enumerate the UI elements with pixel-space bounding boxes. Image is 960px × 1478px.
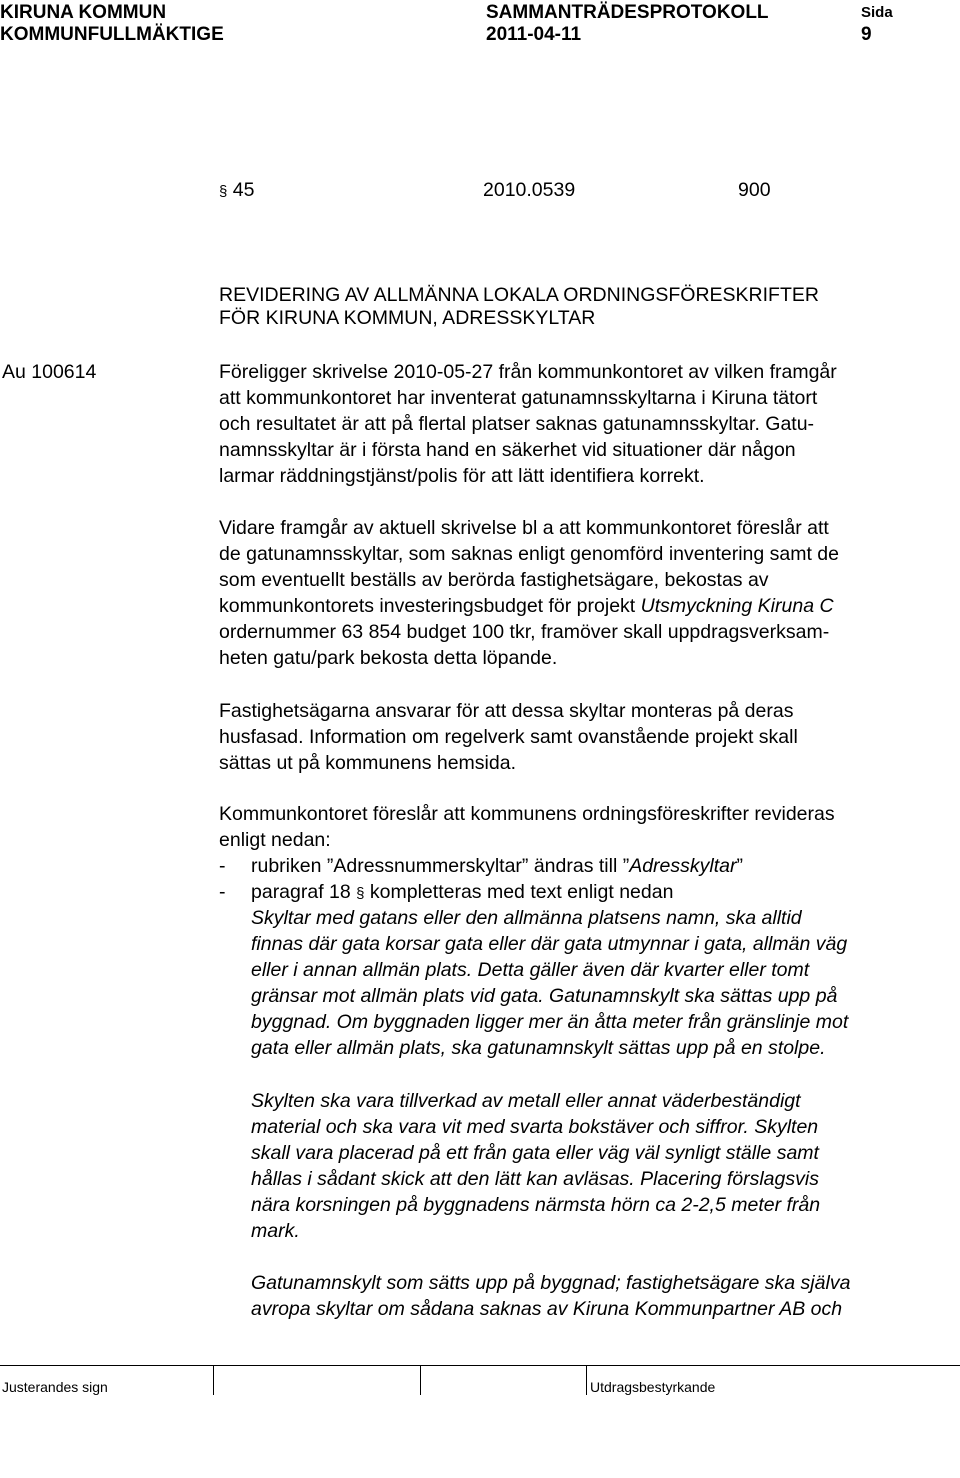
quote-1-line: gata eller allmän plats, ska gatunamnskylt sättas upp på en stolpe. (251, 1037, 826, 1059)
header-page-number: 9 (861, 24, 872, 45)
section-sign: § (356, 885, 365, 902)
title-line-2: FÖR KIRUNA KOMMUN, ADRESSKYLTAR (219, 307, 596, 329)
bullet-1-italic: Adresskyltar (629, 855, 737, 877)
paragraph-3 (219, 698, 949, 776)
p1-line: och resultatet är att på flertal platser saknas gatunamnsskyltar. Gatu- (219, 413, 815, 435)
p2-line (219, 593, 949, 619)
project-name: Utsmyckning Kiruna C (640, 595, 834, 617)
p2-line: de gatunamnsskyltar, som saknas enligt genomförd inventering samt de (219, 543, 840, 565)
margin-ref: Au 100614 (2, 361, 97, 383)
quote-1-line: Skyltar med gatans eller den allmänna platsens namn, ska alltid (251, 907, 802, 929)
p3-line: husfasad. Information om regelverk samt ovanstående projekt skall (219, 726, 798, 748)
p4-line: Kommunkontoret föreslår att kommunens ordningsföreskrifter revideras (219, 803, 835, 825)
section-sign: § (219, 183, 228, 200)
quote-2-line: nära korsningen på byggnadens närmsta hörn ca 2-2,5 meter från (251, 1194, 821, 1216)
p2-l4-text: kommunkontorets investeringsbudget för projekt (219, 595, 641, 617)
header-page-label: Sida (861, 4, 893, 21)
p2-line: heten gatu/park bekosta detta löpande. (219, 647, 558, 669)
footer-rule (0, 1365, 960, 1366)
case-number: 45 (232, 179, 255, 201)
bullet-2-rest: kompletteras med text enligt nedan (364, 881, 674, 903)
header-date: 2011-04-11 (486, 24, 582, 45)
quote-2-line: material och ska vara vit med svarta bokstäver och siffror. Skylten (251, 1116, 819, 1138)
bullet-1-text: rubriken ”Adressnummerskyltar” ändras till ” (251, 855, 630, 877)
p2-line: som eventuellt beställs av berörda fastighetsägare, bekostas av (219, 569, 769, 591)
quote-2-line: skall vara placerad på ett från gata eller väg väl synligt ställe samt (251, 1142, 819, 1164)
header-body: KOMMUNFULLMÄKTIGE (0, 24, 224, 45)
footer-divider (213, 1365, 214, 1395)
p1-line: larmar räddningstjänst/polis för att lätt identifiera korrekt. (219, 465, 705, 487)
quote-1-line: eller i annan allmän plats. Detta gäller även där kvarter eller tomt (251, 959, 810, 981)
case-code: 900 (738, 179, 771, 201)
p4-bullet-2 (219, 879, 949, 905)
p2-line: ordernummer 63 854 budget 100 tkr, framöver skall uppdragsverksam- (219, 621, 830, 643)
p3-line: Fastighetsägarna ansvarar för att dessa skyltar monteras på deras (219, 700, 794, 722)
p1-line: namnsskyltar är i första hand en säkerhet vid situationer där någon (219, 439, 796, 461)
quote-3-line: avropa skyltar om sådana saknas av Kiruna Kommunpartner AB och (251, 1298, 843, 1320)
quote-3 (251, 1270, 951, 1322)
quote-1-line: finnas där gata korsar gata eller där gata utmynnar i gata, allmän väg (251, 933, 848, 955)
p1-line: Föreligger skrivelse 2010-05-27 från kommunkontoret av vilken framgår (219, 361, 837, 383)
footer-divider (420, 1365, 421, 1395)
paragraph-2 (219, 515, 949, 671)
p4-line: enligt nedan: (219, 829, 331, 851)
header-org: KIRUNA KOMMUN (0, 2, 167, 23)
header-doc-type: SAMMANTRÄDESPROTOKOLL (486, 2, 769, 23)
quote-1-line: gränsar mot allmän plats vid gata. Gatunamnskylt ska sättas upp på (251, 985, 838, 1007)
paragraph-4 (219, 801, 949, 905)
quote-1 (251, 905, 951, 1061)
quote-2-line: hållas i sådant skick att den lätt kan avläsas. Placering förslagsvis (251, 1168, 819, 1190)
case-dnr: 2010.0539 (483, 179, 576, 201)
title-line-1: REVIDERING AV ALLMÄNNA LOKALA ORDNINGSFÖRESKRIFTER (219, 284, 819, 306)
footer-divider (586, 1365, 587, 1395)
case-line (219, 177, 254, 205)
p3-line: sättas ut på kommunens hemsida. (219, 752, 516, 774)
p4-bullet-1 (219, 853, 949, 879)
quote-2-line: Skylten ska vara tillverkad av metall eller annat väderbeständigt (251, 1090, 801, 1112)
quote-2-line: mark. (251, 1220, 300, 1242)
p2-line: Vidare framgår av aktuell skrivelse bl a att kommunkontoret föreslår att (219, 517, 829, 539)
bullet-dash: - (219, 855, 226, 877)
bullet-dash: - (219, 881, 226, 903)
bullet-2-text: paragraf 18 (251, 881, 357, 903)
bullet-1-close: ” (736, 855, 743, 877)
quote-2 (251, 1088, 951, 1244)
quote-3-line: Gatunamnskylt som sätts upp på byggnad; fastighetsägare ska själva (251, 1272, 851, 1294)
quote-1-line: byggnad. Om byggnaden ligger mer än åtta meter från gränslinje mot (251, 1011, 849, 1033)
footer-justerandes-sign: Justerandes sign (2, 1379, 108, 1395)
paragraph-1 (219, 359, 949, 489)
p1-line: att kommunkontoret har inventerat gatunamnsskyltarna i Kiruna tätort (219, 387, 818, 409)
footer-utdragsbestyrkande: Utdragsbestyrkande (590, 1379, 716, 1395)
